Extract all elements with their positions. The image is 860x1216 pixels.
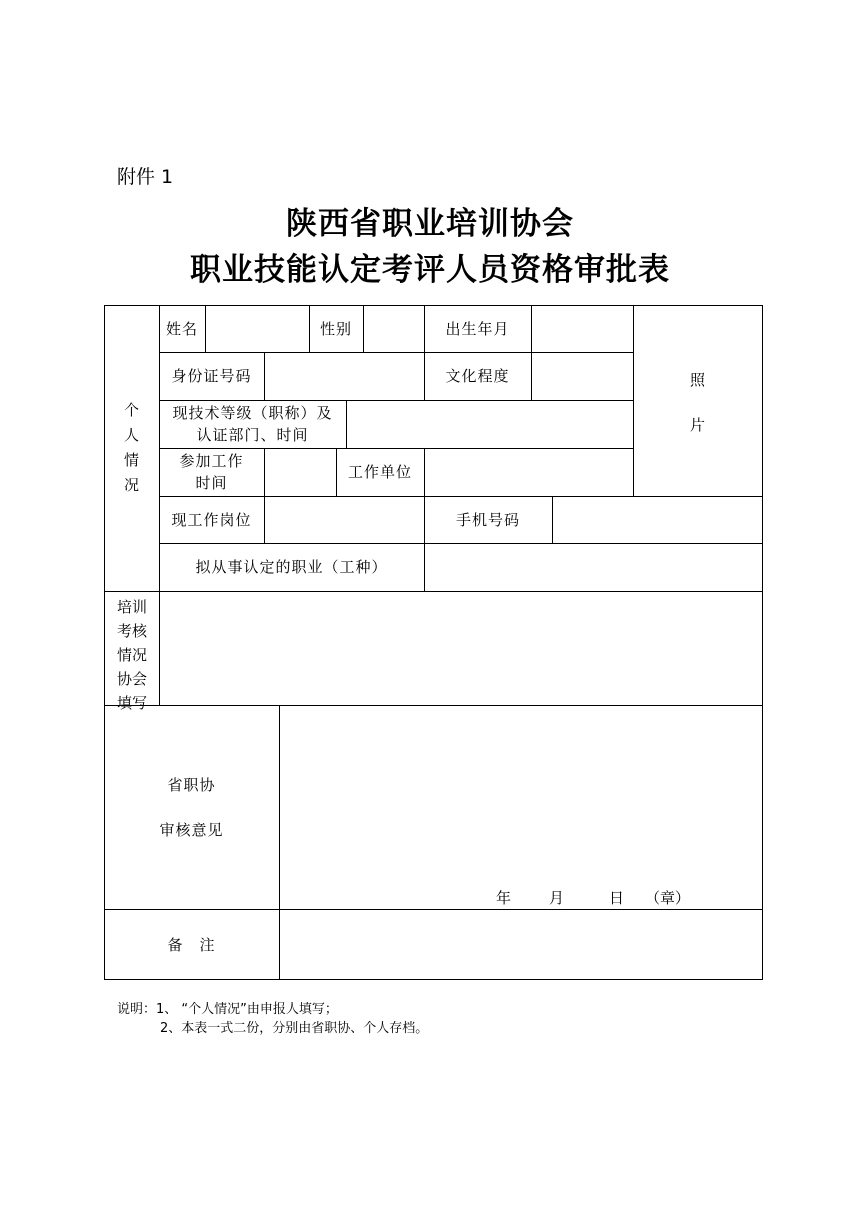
photo-label-bottom: 片 <box>689 416 706 434</box>
rule-name-label <box>205 305 206 352</box>
rule-phone-value <box>552 496 553 543</box>
skill-level-label-line2: 认证部门、时间 <box>196 426 309 444</box>
review-label-line1: 省职协 <box>167 776 216 794</box>
review-date-day: 日 <box>609 889 625 907</box>
personal-section-text: 个人情况 <box>123 401 139 494</box>
position-label: 现工作岗位 <box>171 510 252 529</box>
work-start-label <box>159 448 264 496</box>
attachment-label: 附件 1 <box>117 166 174 188</box>
review-date-month: 月 <box>549 889 565 907</box>
notes-line2: 2、本表一式二份，分别由省职协、个人存档。 <box>160 1021 429 1036</box>
birth-date-label: 出生年月 <box>445 319 510 338</box>
rule-birth-value <box>531 305 532 400</box>
id-number-label: 身份证号码 <box>171 367 252 385</box>
review-seal: （章） <box>645 889 691 907</box>
skill-level-label-line1: 现技术等级（职称）及 <box>172 404 333 422</box>
form-title-line1: 陕西省职业培训协会 <box>286 206 574 242</box>
rule-employer-value <box>424 448 425 496</box>
form-title-line2: 职业技能认定考评人员资格审批表 <box>190 252 670 288</box>
rule-lower-column <box>279 705 280 980</box>
employer-label: 工作单位 <box>347 463 412 481</box>
education-label: 文化程度 <box>445 367 510 385</box>
rule-photo-left <box>633 305 634 496</box>
name-label: 姓名 <box>165 319 198 338</box>
photo-label-top: 照 <box>689 371 706 389</box>
review-label-line2: 审核意见 <box>159 821 224 839</box>
rule-gender-label <box>363 305 364 352</box>
work-start-label-line1: 参加工作 <box>179 452 244 470</box>
rule-personal-end <box>104 591 763 592</box>
rule-id-value <box>264 352 265 400</box>
rule-workstart-value <box>264 448 265 496</box>
skill-level-label <box>159 400 346 448</box>
review-date-year: 年 <box>496 889 512 907</box>
rule-training-end <box>104 705 763 706</box>
rule-skill-value <box>346 400 347 448</box>
work-start-label-line2: 时间 <box>195 474 228 492</box>
rule-position-value <box>264 496 265 543</box>
personal-section-label <box>104 305 159 591</box>
rule-occupation-value <box>424 543 425 591</box>
occupation-label: 拟从事认定的职业（工种） <box>195 558 388 576</box>
training-section-label: 培训考核情况协会填写 <box>116 598 147 712</box>
notes-line1: 说明：1、 “个人情况”由申报人填写； <box>117 1002 338 1017</box>
gender-label: 性别 <box>319 319 352 338</box>
phone-label: 手机号码 <box>455 510 520 529</box>
remarks-label: 备 注 <box>167 935 216 954</box>
